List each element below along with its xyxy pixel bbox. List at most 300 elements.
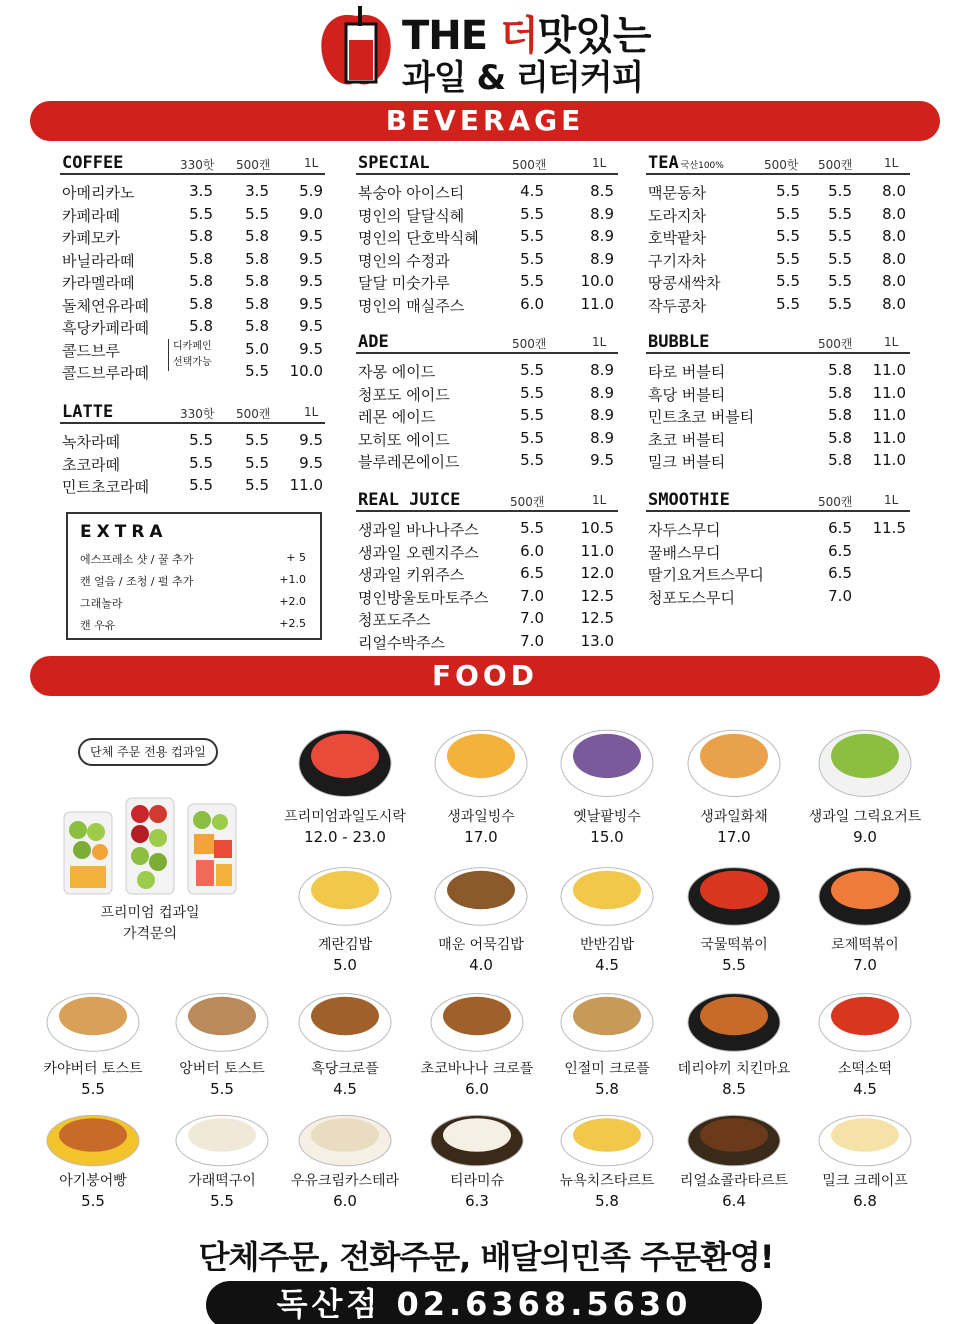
item-name: 딸기요거트스무디 [648,566,764,584]
item-price: 8.0 [882,227,906,245]
col-head: 330핫 [180,158,215,172]
item-price: 5.8 [245,249,269,268]
item-name: 자몽 에이드 [358,363,436,381]
bubble-title: BUBBLE [648,332,710,352]
menu-row [646,448,910,471]
menu-row [356,629,618,652]
item-price: 9.0 [299,204,323,223]
item-name: 리얼수박주스 [358,633,445,652]
item-price: 5.9 [299,182,323,200]
food-photo-icon [422,1100,532,1170]
item-name: 바닐라라떼 [62,251,135,270]
item-price: 4.5 [520,182,544,200]
smoothie-items [646,516,910,606]
col-head: 500캔 [512,337,547,351]
item-price: 8.9 [590,361,614,379]
item-name: 돌체연유라떼 [62,296,149,315]
food-name: 데리야끼 치킨마요 [677,1061,791,1077]
food-item [669,976,799,1098]
tea-title-note: 국산100% [680,161,724,171]
item-name: 청포도스무디 [648,588,735,607]
item-name: 맥문동차 [648,184,706,202]
menu-row [356,269,618,292]
item-price: 6.5 [828,519,852,537]
item-price: 5.5 [776,272,800,290]
item-price: 11.0 [872,361,906,379]
item-price: 12.5 [580,586,614,605]
food-price: 12.0 - 23.0 [304,828,386,846]
food-item [280,710,410,846]
item-price: 5.5 [245,362,269,380]
menu-row [356,539,618,562]
item-price: 5.5 [245,431,269,449]
col-head: 500캔 [512,158,547,172]
food-photo-icon [167,976,277,1056]
item-price: 9.5 [299,317,323,335]
item-price: 8.9 [590,406,614,424]
item-name: 아메리카노 [62,184,135,202]
item-price: 5.5 [189,476,213,494]
food-name: 우유크림카스테라 [290,1173,400,1189]
apple-cup-logo-icon [318,6,394,90]
col-head: 500캔 [818,495,853,509]
food-photo-icon [167,1100,277,1170]
menu-row [356,426,618,449]
item-name: 복숭아 아이스티 [358,184,465,202]
food-item [800,850,930,974]
food-price: 4.5 [853,1080,877,1098]
item-price: 6.5 [828,541,852,560]
coffee-header [60,151,325,175]
food-item [669,710,799,846]
item-name: 초코라떼 [62,455,120,474]
food-photo-icon [426,850,536,930]
menu-row [646,584,910,607]
latte-items [60,428,325,496]
food-name: 가래떡구이 [188,1173,256,1189]
extra-name: 캔 얼음 / 조청 / 펄 추가 [80,575,194,588]
item-price: 5.5 [828,272,852,290]
real-juice-header [356,488,618,512]
col-head: 500캔 [818,337,853,351]
food-banner: FOOD [30,656,940,696]
item-price: 8.0 [882,249,906,268]
item-price: 9.5 [299,249,323,268]
item-name: 생과일 바나나주스 [358,521,479,539]
col-head: 500캔 [236,407,271,421]
food-photo-icon [552,976,662,1056]
food-name: 생과일 그릭요거트 [808,809,922,825]
menu-row [60,202,325,225]
item-price: 5.5 [828,294,852,313]
food-photo-icon [679,850,789,930]
brand-line-2: 과일 & 리터커피 [402,58,644,98]
food-price: 4.5 [333,1080,357,1098]
item-price: 7.0 [520,631,544,650]
food-item [416,850,546,974]
item-price: 9.5 [299,453,323,472]
item-price: 5.5 [245,453,269,472]
real-juice-title: REAL JUICE [358,490,461,510]
food-name: 리얼쇼콜라타르트 [679,1173,789,1189]
col-head: 1L [304,156,319,170]
food-name: 티라미슈 [449,1173,505,1189]
food-photo-icon [426,710,536,802]
item-name: 달달 미숫가루 [358,274,450,292]
item-price: 7.0 [520,609,544,627]
food-price: 6.8 [853,1192,877,1210]
item-price: 5.8 [245,317,269,335]
food-item [542,1100,672,1210]
item-name: 민트초코라떼 [62,478,149,496]
food-name: 앙버터 토스트 [179,1061,265,1077]
food-name: 인절미 크로플 [564,1061,650,1077]
food-price: 7.0 [853,956,877,974]
extra-price: +1.0 [279,573,306,586]
extra-row [80,614,308,636]
extra-name: 캔 우유 [80,619,116,632]
item-price: 6.0 [520,294,544,313]
brand-red-char: 더 [500,13,538,59]
food-photo-icon [552,1100,662,1170]
extra-items [80,548,308,636]
item-price: 11.0 [289,476,323,494]
item-price: 10.5 [580,519,614,537]
menu-row [356,606,618,629]
food-item [542,710,672,846]
food-item [280,850,410,974]
item-price: 5.8 [189,294,213,313]
food-photo-icon [810,710,920,802]
group-order-pill: 단체 주문 전용 컵과일 [78,738,218,766]
col-head: 1L [884,493,899,507]
item-price: 5.5 [520,227,544,245]
menu-row [60,473,325,496]
food-item [542,850,672,974]
item-price: 5.5 [520,204,544,223]
item-name: 땅콩새싹차 [648,274,721,292]
item-name: 카페라떼 [62,206,120,225]
item-name: 호박팥차 [648,229,706,247]
item-name: 자두스무디 [648,521,721,539]
item-name: 청포도주스 [358,611,431,629]
food-name: 프리미엄과일도시락 [284,809,406,825]
item-price: 5.5 [520,249,544,268]
latte-title: LATTE [62,402,114,422]
tea-menu [646,151,910,314]
menu-row [646,516,910,539]
menu-row [60,359,325,382]
menu-row [60,337,325,368]
menu-row [60,292,325,315]
item-price: 5.8 [189,317,213,335]
food-price: 6.0 [465,1080,489,1098]
food-photo-icon [679,710,789,802]
item-price: 5.5 [520,361,544,379]
col-head: 330핫 [180,407,215,421]
menu-row [646,539,910,562]
real-juice-items [356,516,618,651]
latte-menu [60,400,325,496]
food-name: 생과일빙수 [447,809,515,825]
item-price: 5.5 [828,182,852,200]
item-name: 명인의 매실주스 [358,296,465,315]
menu-row [356,358,618,381]
item-price: 5.5 [520,519,544,537]
food-item [800,710,930,846]
item-name: 명인의 수정과 [358,251,450,270]
item-price: 5.8 [828,451,852,469]
item-price: 5.8 [245,294,269,313]
menu-row [356,292,618,315]
menu-row [60,269,325,292]
coffee-title: COFFEE [62,153,124,173]
tea-header [646,151,910,175]
col-head: 500캔 [510,495,545,509]
smoothie-menu [646,488,910,606]
item-name: 생과일 오렌지주스 [358,543,479,562]
food-price: 5.8 [595,1192,619,1210]
item-price: 5.5 [776,182,800,200]
food-price: 5.8 [595,1080,619,1098]
food-photo-icon [422,976,532,1056]
food-photo-icon [679,1100,789,1170]
special-menu [356,151,618,314]
food-photo-icon [38,976,148,1056]
item-price: 5.5 [189,431,213,449]
beverage-banner: BEVERAGE [30,101,940,141]
item-price: 11.5 [872,519,906,537]
food-item [800,1100,930,1210]
item-price: 3.5 [189,182,213,200]
food-price: 6.0 [333,1192,357,1210]
food-name: 매운 어묵김밥 [438,937,524,953]
smoothie-header [646,488,910,512]
item-price: 9.5 [299,431,323,449]
item-name: 초코 버블티 [648,430,726,449]
food-item [669,850,799,974]
item-name: 꿀배스무디 [648,543,721,562]
menu-row [646,561,910,584]
food-price: 5.5 [210,1080,234,1098]
menu-row [356,403,618,426]
tea-title [648,153,724,173]
item-price: 3.5 [245,182,269,200]
item-price: 11.0 [872,428,906,447]
col-head: 1L [592,156,607,170]
item-price: 6.5 [828,564,852,582]
food-photo-icon [552,850,662,930]
food-name: 국물떡볶이 [700,937,768,953]
item-name: 콜드브루라떼 [62,364,149,382]
food-photo-icon [552,710,662,802]
extra-price: + 5 [286,551,306,564]
item-name: 명인의 달달식혜 [358,206,465,225]
extra-row [80,570,308,592]
item-price: 5.5 [828,204,852,223]
food-name: 흑당크로플 [311,1061,379,1077]
item-price: 5.5 [776,249,800,268]
food-price: 4.5 [595,956,619,974]
food-photo-icon [810,850,920,930]
item-name: 콜드브루 [62,341,120,360]
item-price: 5.5 [245,476,269,494]
item-price: 7.0 [828,586,852,605]
extra-price: +2.0 [279,595,306,608]
food-photo-icon [290,1100,400,1170]
menu-row [60,451,325,474]
menu-row [356,202,618,225]
item-price: 5.5 [828,249,852,268]
item-name: 명인방울토마토주스 [358,588,489,607]
food-photo-icon [810,1100,920,1170]
menu-row [60,224,325,247]
item-price: 7.0 [520,586,544,605]
item-price: 8.9 [590,428,614,447]
food-price: 6.4 [722,1192,746,1210]
item-price: 9.5 [590,451,614,469]
menu-row [646,292,910,315]
item-price: 8.0 [882,294,906,313]
item-name: 타로 버블티 [648,363,726,381]
food-name: 로제떡볶이 [831,937,899,953]
item-price: 5.8 [189,249,213,268]
real-juice-menu [356,488,618,651]
food-item [800,976,930,1098]
food-item [280,976,410,1098]
premium-cup-label [60,903,240,945]
col-head: 500캔 [818,158,853,172]
decaf-note-line: 선택가능 [173,356,212,368]
item-price: 5.5 [189,204,213,223]
coffee-menu [60,151,325,382]
item-name: 카라멜라떼 [62,274,135,292]
premium-cup-price-note: 가격문의 [122,926,178,942]
menu-row [646,426,910,449]
food-item [542,976,672,1098]
ade-menu [356,330,618,471]
menu-row [60,179,325,202]
extra-box [66,512,322,640]
menu-row [646,403,910,426]
menu-row [356,247,618,270]
food-name: 반반김밥 [579,937,635,953]
food-name: 계란김밥 [317,937,373,953]
item-price: 11.0 [872,383,906,402]
menu-row [646,381,910,404]
food-name: 밀크 크레이프 [822,1173,908,1189]
item-name: 녹차라떼 [62,433,120,451]
item-price: 5.5 [245,204,269,223]
menu-row [646,202,910,225]
item-name: 민트초코 버블티 [648,408,755,426]
item-name: 흑당카페라떼 [62,319,149,337]
item-price: 6.0 [520,541,544,560]
extra-row [80,592,308,614]
item-name: 작두콩차 [648,296,706,315]
item-price: 8.9 [590,227,614,245]
item-name: 청포도 에이드 [358,385,450,404]
ade-header [356,330,618,354]
item-price: 8.0 [882,182,906,200]
bubble-header [646,330,910,354]
food-price: 5.5 [722,956,746,974]
item-price: 6.5 [520,564,544,582]
item-price: 11.0 [580,294,614,313]
menu-row [646,358,910,381]
item-price: 5.8 [245,272,269,290]
food-item [416,710,546,846]
food-name: 뉴욕치즈타르트 [559,1173,655,1189]
brand-logo [310,2,670,98]
extra-name: 에스프레소 샷 / 꿀 추가 [80,553,194,566]
menu-row [356,561,618,584]
extra-row [80,548,308,570]
food-item [28,976,158,1098]
food-price: 5.5 [81,1080,105,1098]
item-price: 10.0 [580,272,614,290]
bubble-menu [646,330,910,471]
item-price: 5.8 [189,272,213,290]
special-header [356,151,618,175]
food-item [28,1100,158,1210]
menu-row [356,584,618,607]
menu-row [646,224,910,247]
item-price: 9.5 [299,227,323,245]
item-price: 8.9 [590,204,614,223]
item-price: 5.5 [828,227,852,245]
food-price: 5.5 [210,1192,234,1210]
food-photo-icon [810,976,920,1056]
fruit-cup-icon [60,790,240,900]
col-head: 1L [592,493,607,507]
menu-row [646,247,910,270]
food-item [669,1100,799,1210]
bubble-items [646,358,910,471]
food-price: 17.0 [717,828,751,846]
ade-items [356,358,618,471]
item-name: 블루레몬에이드 [358,453,460,471]
item-price: 5.8 [828,428,852,447]
extra-title: EXTRA [80,522,168,542]
food-price: 5.0 [333,956,357,974]
item-price: 5.5 [776,294,800,313]
col-head: 1L [884,335,899,349]
food-name: 소떡소떡 [837,1061,893,1077]
menu-row [356,224,618,247]
phone-number-bar: 독산점 02.6368.5630 [206,1281,762,1324]
decaf-note-line: 디카페인 [173,340,212,352]
menu-row [356,179,618,202]
item-price: 9.5 [299,294,323,313]
item-price: 13.0 [580,631,614,650]
item-price: 9.5 [299,272,323,290]
item-name: 생과일 키위주스 [358,566,465,584]
item-name: 흑당 버블티 [648,385,726,404]
item-price: 5.5 [776,204,800,223]
food-photo-icon [38,1100,148,1170]
premium-cup-name: 프리미엄 컵과일 [100,905,200,921]
food-photo-icon [679,976,789,1056]
menu-row [646,269,910,292]
ade-title: ADE [358,332,389,352]
menu-row [60,247,325,270]
item-price: 5.0 [245,339,269,358]
item-price: 5.8 [828,383,852,402]
item-price: 11.0 [872,406,906,424]
food-price: 17.0 [464,828,498,846]
coffee-items [60,179,325,382]
